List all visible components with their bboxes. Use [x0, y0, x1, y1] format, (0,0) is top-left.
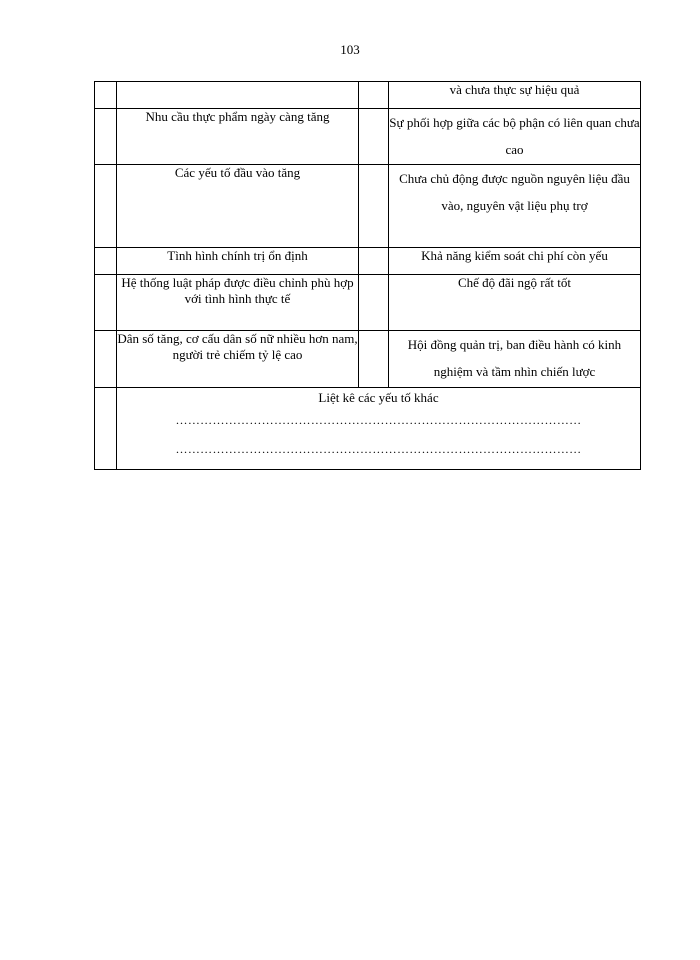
checkbox-cell-left[interactable] [95, 165, 117, 248]
opportunity-cell: Hệ thống luật pháp được điều chỉnh phù hợp với tình hình thực tế [117, 275, 359, 331]
checkbox-cell-left[interactable] [95, 388, 117, 470]
weakness-cell: Sự phối hợp giữa các bộ phận có liên quan chưa cao [389, 109, 641, 165]
table-row [95, 388, 641, 470]
opportunity-cell: Tình hình chính trị ổn định [117, 248, 359, 275]
checkbox-cell-left[interactable] [95, 275, 117, 331]
page-number: 103 [340, 42, 360, 57]
weakness-cell: Chưa chủ động được nguồn nguyên liệu đầu vào, nguyên vật liệu phụ trợ [389, 165, 641, 248]
other-factors-title: Liệt kê các yếu tố khác [318, 390, 439, 405]
weakness-cell: Khả năng kiểm soát chi phí còn yếu [389, 248, 641, 275]
weakness-cell: Hội đồng quản trị, ban điều hành có kinh nghiệm và tầm nhìn chiến lược [389, 331, 641, 388]
checkbox-cell-right[interactable] [359, 275, 389, 331]
table-row [95, 82, 641, 109]
table-row [95, 275, 641, 331]
other-factors-line-2[interactable]: ……………………………………………………………………………………… [175, 442, 582, 456]
opportunity-cell: Nhu cầu thực phẩm ngày càng tăng [117, 109, 359, 165]
table-row [95, 165, 641, 248]
other-factors-line-1[interactable]: ……………………………………………………………………………………… [175, 413, 582, 427]
opportunity-cell: Các yếu tố đầu vào tăng [117, 165, 359, 248]
table-row [95, 331, 641, 388]
checkbox-cell-right[interactable] [359, 331, 389, 388]
checkbox-cell-left[interactable] [95, 248, 117, 275]
factors-table [94, 81, 641, 470]
checkbox-cell-left[interactable] [95, 82, 117, 109]
other-factors-cell [117, 388, 641, 470]
checkbox-cell-right[interactable] [359, 248, 389, 275]
weakness-cell: và chưa thực sự hiệu quả [389, 82, 641, 109]
checkbox-cell-right[interactable] [359, 165, 389, 248]
checkbox-cell-left[interactable] [95, 331, 117, 388]
opportunity-cell: Dân số tăng, cơ cấu dân số nữ nhiều hơn nam, người trẻ chiếm tỷ lệ cao [117, 331, 359, 388]
checkbox-cell-left[interactable] [95, 109, 117, 165]
table-row [95, 109, 641, 165]
checkbox-cell-right[interactable] [359, 109, 389, 165]
table-row [95, 248, 641, 275]
checkbox-cell-right[interactable] [359, 82, 389, 109]
weakness-cell: Chế độ đãi ngộ rất tốt [389, 275, 641, 331]
opportunity-cell [117, 82, 359, 109]
